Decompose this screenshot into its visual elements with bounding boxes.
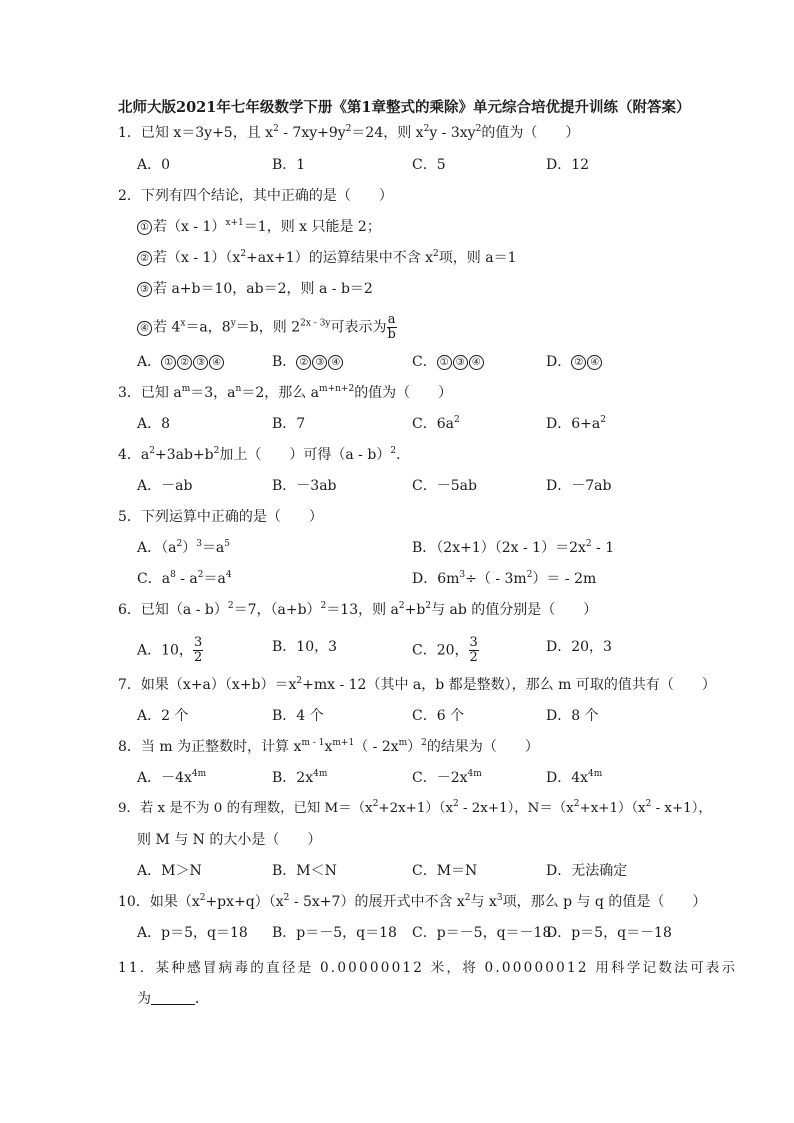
q6-option-d: D．20，3: [546, 639, 612, 655]
question-3-stem: 3．已知 $a^m=3$，$a^n=2$，那么 $a^{m+n+2}$的值为（ ）: [118, 384, 453, 401]
q9-option-d: D．无法确定: [546, 863, 628, 879]
q2-option-d: D． ② ④: [546, 353, 603, 371]
q1-option-c: C．5: [412, 157, 446, 173]
q8-option-c: C．$-2x^{4m}$: [412, 769, 482, 786]
q4-option-c: C．－5ab: [412, 478, 477, 494]
question-4-stem: 4．$a^2+3ab+b^2$加上（ ）可得（a - b）$^2$．: [118, 446, 411, 463]
fraction-three-halves: $\frac{3}{2}$: [469, 635, 478, 665]
q6-option-a: A．10， $\frac{3}{2}$: [137, 635, 203, 665]
question-5-stem: 5．下列运算中正确的是（ ）: [118, 509, 323, 525]
q1-option-a: A．0: [137, 157, 171, 173]
q5-option-d: D．$6m^3\div( - 3m^2)= - 2m$: [412, 570, 597, 587]
q4-option-a: A．－ab: [137, 478, 193, 494]
q2-conclusion-3: ③ 若 a+b＝10，ab＝2，则 a - b＝2: [137, 280, 373, 298]
circled-number-4: ④: [137, 321, 152, 336]
q7-option-b: B．4 个: [272, 708, 324, 724]
q2-option-b: B． ② ③ ④: [272, 353, 344, 371]
q3-option-a: A．8: [137, 416, 171, 432]
q6-option-c: C．20， $\frac{3}{2}$: [412, 635, 478, 665]
fraction-three-halves: $\frac{3}{2}$: [193, 635, 203, 665]
q3-option-b: B．7: [272, 416, 306, 432]
question-11-stem: 11．某种感冒病毒的直径是 0.00000012 米，将 0.00000012 用科学记数法可表示: [118, 960, 738, 976]
q4-option-d: D．－7ab: [546, 478, 612, 494]
question-2-stem: 2．下列有四个结论，其中正确的是（ ）: [118, 188, 393, 204]
fraction-a-over-b: $\frac{a}{b}$: [387, 312, 396, 342]
q1-option-b: B．1: [272, 157, 306, 173]
q4-option-b: B．－3ab: [272, 478, 337, 494]
q9-option-b: B．M＜N: [272, 863, 337, 879]
document-title: 北师大版2021年七年级数学下册《第1章整式的乘除》单元综合培优提升训练（附答案）: [118, 99, 691, 116]
q10-option-b: B．p＝－5，q＝18: [272, 925, 397, 941]
q2-conclusion-1: ① 若（x - 1）$^{x+1}$＝1，则 x 只能是 2；: [137, 218, 381, 236]
q7-option-c: C．6 个: [412, 708, 465, 724]
q10-option-c: C．p＝－5，q＝－18: [412, 925, 552, 941]
circled-number-2: ②: [137, 251, 152, 266]
q10-option-a: A．p＝5，q＝18: [137, 925, 248, 941]
q9-option-a: A．M＞N: [137, 863, 202, 879]
q3-option-c: C．$6a^2$: [412, 415, 460, 432]
question-7-stem: 7．如果$(x+a)(x+b)=x^2+mx - 12$（其中 a，b 都是整数），那么 m 可取的值共有（ ）: [118, 676, 716, 693]
q2-option-c: C． ① ③ ④: [412, 353, 485, 371]
question-1-stem: 1．已知 x＝3y+5，且 $x^2 - 7xy+9y^2=24$，则 $x^2y - 3xy^2$的值为（ ）: [118, 124, 580, 141]
q8-option-d: D．$4x^{4m}$: [546, 769, 603, 786]
question-9-stem-line-2: 则 M 与 N 的大小是（ ）: [137, 832, 322, 848]
question-6-stem: 6．已知（a - b）$^2$＝7，$(a+b)^2=13$，则 $a^2+b^2$与 ab 的值分别是（ ）: [118, 601, 598, 618]
q5-option-a: A．$(a^2)^3=a^5$: [137, 539, 231, 556]
q8-option-b: B．$2x^{4m}$: [272, 769, 328, 786]
q7-option-d: D．8 个: [546, 708, 599, 724]
q3-option-d: D．$6+a^2$: [546, 415, 606, 432]
answer-blank: [151, 992, 195, 1005]
question-10-stem: 10．如果$(x^2+px+q)(x^2 - 5x+7)$的展开式中不含 $x^2$与 $x^3$项，那么 p 与 q 的值是（ ）: [118, 893, 707, 910]
q7-option-a: A．2 个: [137, 708, 189, 724]
circled-number-1: ①: [137, 220, 152, 235]
q10-option-d: D．p＝5，q＝－18: [546, 925, 672, 941]
question-11-stem-line-2: 为 ．: [137, 991, 209, 1007]
q5-option-c: C．$a^8 - a^2=a^4$: [137, 570, 232, 587]
q2-option-a: A． ① ② ③ ④: [137, 353, 225, 371]
q2-conclusion-2: ② 若$(x - 1)(x^2+ax+1)$的运算结果中不含 $x^2$项，则 a＝1: [137, 249, 517, 267]
q1-option-d: D．12: [546, 157, 590, 173]
q2-conclusion-4: ④ 若 $4^x=a$，$8^y=b$，则 $2^{2x - 3y}$可表示为 $\frac{a}{b}$: [137, 313, 397, 342]
question-9-stem: 9．若 x 是不为 0 的有理数，已知 $M=(x^2+2x+1)(x^2 - 2x+1)$，$N=(x^2+x+1)(x^2 - x+1)$，: [118, 799, 712, 816]
q9-option-c: C．M＝N: [412, 863, 478, 879]
q5-option-b: B．$(2x+1)(2x - 1)=2x^2 - 1$: [412, 539, 615, 556]
q8-option-a: A．$-4x^{4m}$: [137, 769, 207, 786]
q6-option-b: B．10，3: [272, 639, 338, 655]
question-8-stem: 8．当 m 为正整数时，计算 $x^{m - 1}x^{m+1}( - 2x^m)^2$的结果为（ ）: [118, 738, 539, 755]
circled-number-3: ③: [137, 282, 152, 297]
